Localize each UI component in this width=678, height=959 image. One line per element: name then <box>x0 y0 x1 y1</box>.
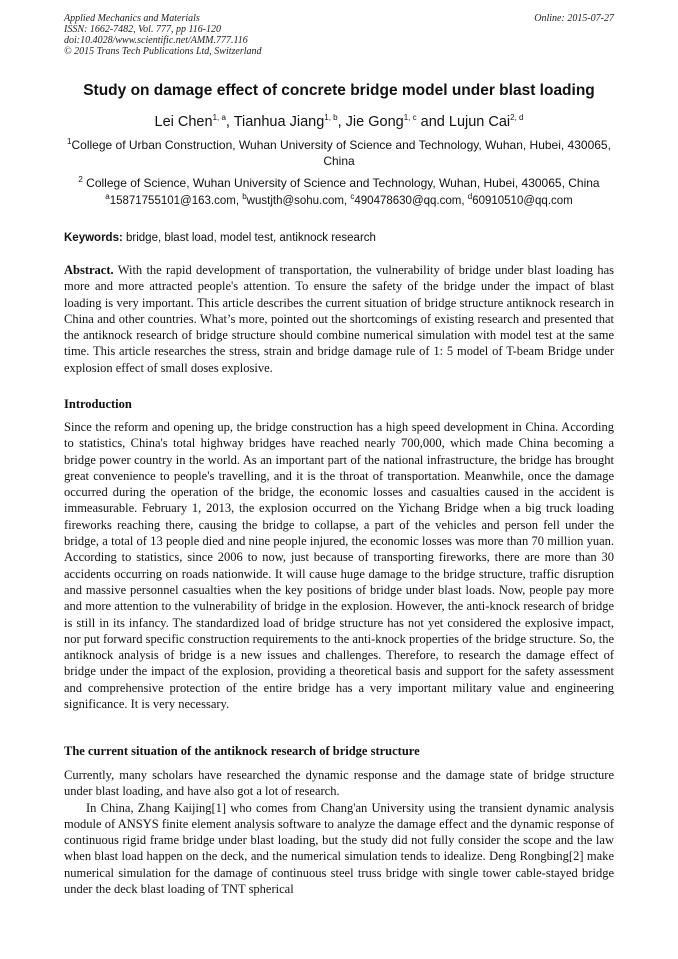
author-superscript: 1, a <box>212 113 226 123</box>
author-separator: , <box>225 114 234 130</box>
current-situation-section <box>64 767 614 897</box>
affiliation-1 <box>64 137 614 169</box>
author-name: Tianhua Jiang <box>233 114 325 130</box>
current-situation-paragraph-2: In China, Zhang Kaijing[1] who comes from Chang'an University using the transient dynamic analysis module of ANSYS finite element analysis software to analyze the damage effect and the dynamic response of continuous rigid frame bridge under blast loading, but the study did not fully consider the scope and the law when blast load happen on the deck, and the numerical simulation tends to idealize. Deng Rongbing[2] make numerical simulation for the damage of continuous steel truss bridge with single tower cable-stayed bridge under the deck blast loading of TNT spherical <box>64 800 614 897</box>
online-date: Online: 2015-07-27 <box>534 13 614 24</box>
author-superscript: 2, d <box>510 113 524 123</box>
section-heading-introduction: Introduction <box>64 397 132 411</box>
email-marker: c <box>350 192 355 202</box>
email-address: 60910510@qq.com <box>472 195 573 207</box>
email-marker: a <box>105 192 110 202</box>
abstract-text: With the rapid development of transportation, the vulnerability of bridge under blast loading has more and more attracted people's attention. To ensure the safety of the bridge under the impact of blast loading is very important. This article describes the current situation of bridge structure antiknock research in China and other countries. What’s more, pointed out the shortcomings of existing research and presented that the antiknock research of bridge structure should combine numerical simulation with model test at the same time. This article researches the stress, strain and bridge damage rule of 1: 5 model of T-beam Bridge under explosion effect of small doses explosive. <box>64 263 614 375</box>
affiliation-text: College of Urban Construction, Wuhan University of Science and Technology, Wuhan, Hubei, 430065, China <box>71 138 611 168</box>
author-name: Lei Chen <box>154 114 213 130</box>
affiliation-2 <box>64 175 614 191</box>
email-marker: b <box>242 192 247 202</box>
paper-title: Study on damage effect of concrete bridge model under blast loading <box>83 82 595 99</box>
keywords-label: Keywords: <box>64 232 123 244</box>
keywords-text: bridge, blast load, model test, antiknock research <box>122 232 376 244</box>
current-situation-paragraph-1: Currently, many scholars have researched the dynamic response and the damage state of bridge structure under blast loading, and have also got a lot of research. <box>64 768 614 799</box>
journal-name: Applied Mechanics and Materials <box>64 13 200 24</box>
email-list <box>40 192 638 207</box>
author-name: Jie Gong <box>345 114 404 130</box>
author-separator: , <box>337 114 346 130</box>
introduction-paragraph: Since the reform and opening up, the bridge construction has a high speed development in China. According to statistics, China's total highway bridges have reached nearly 700,000, which made China becoming a bridge power country in the world. As an important part of the national infrastructure, the bridge has brought great convenience to people's travelling, and it is the throat of transportation. Meanwhile, once the damage occurred during the operation of the bridge, the economic losses and casualties caused in the accident is immeasurable. February 1, 2013, the explosion occurred on the Yichang Bridge when a big truck loading fireworks reaching there, causing the bridge to collapse, a part of the vehicles and person fell under the bridge, a total of 13 people died and nine people injured, the economic losses was more than 70 million yuan. According to statistics, since 2006 to now, just because of transporting fireworks, there are more than 30 accidents occurring on roads nationwide. It will cause huge damage to the bridge structure, traffic disruption and massive personnel casualties when the key positions of bridge under blast loads. Now, people pay more and more attention to the vulnerability of bridge in the explosion. However, the anti-knock research of bridge is still in its infancy. The standardized load of bridge structure has not yet considered the explosive impact, nor put forward specific construction requirements to the anti-knock properties of the bridge structure. So, the antiknock analysis of bridge is a new issues and challenges. Therefore, to research the damage effect of bridge under the impact of the explosion, providing a theoretical basis and support for the safety assessment and comprehensive protection of the entire bridge has a very important military value and engineering significance. It is very necessary. <box>64 420 614 712</box>
author-separator: and <box>416 114 449 130</box>
email-address: 490478630@qq.com, <box>354 195 468 207</box>
affiliation-marker: 2 <box>78 175 83 184</box>
author-name: Lujun Cai <box>448 114 511 130</box>
journal-issn: ISSN: 1662-7482, Vol. 777, pp 116-120 <box>64 24 222 35</box>
email-address: 15871755101@163.com, <box>109 195 243 207</box>
journal-header <box>64 13 424 57</box>
abstract-label: Abstract. <box>64 263 114 277</box>
affiliation-marker: 1 <box>67 137 72 146</box>
author-list <box>40 114 638 130</box>
email-marker: d <box>467 192 473 202</box>
keywords <box>64 232 614 244</box>
section-heading-current-situation: The current situation of the antiknock research of bridge structure <box>64 744 420 758</box>
abstract <box>64 262 614 376</box>
author-superscript: 1, b <box>324 113 338 123</box>
email-address: wustjth@sohu.com, <box>246 195 351 207</box>
affiliation-text: College of Science, Wuhan University of Science and Technology, Wuhan, Hubei, 430065, China <box>86 176 600 190</box>
author-superscript: 1, c <box>403 113 417 123</box>
journal-copyright: © 2015 Trans Tech Publications Ltd, Switzerland <box>64 46 262 57</box>
journal-doi: doi:10.4028/www.scientific.net/AMM.777.116 <box>64 35 248 46</box>
